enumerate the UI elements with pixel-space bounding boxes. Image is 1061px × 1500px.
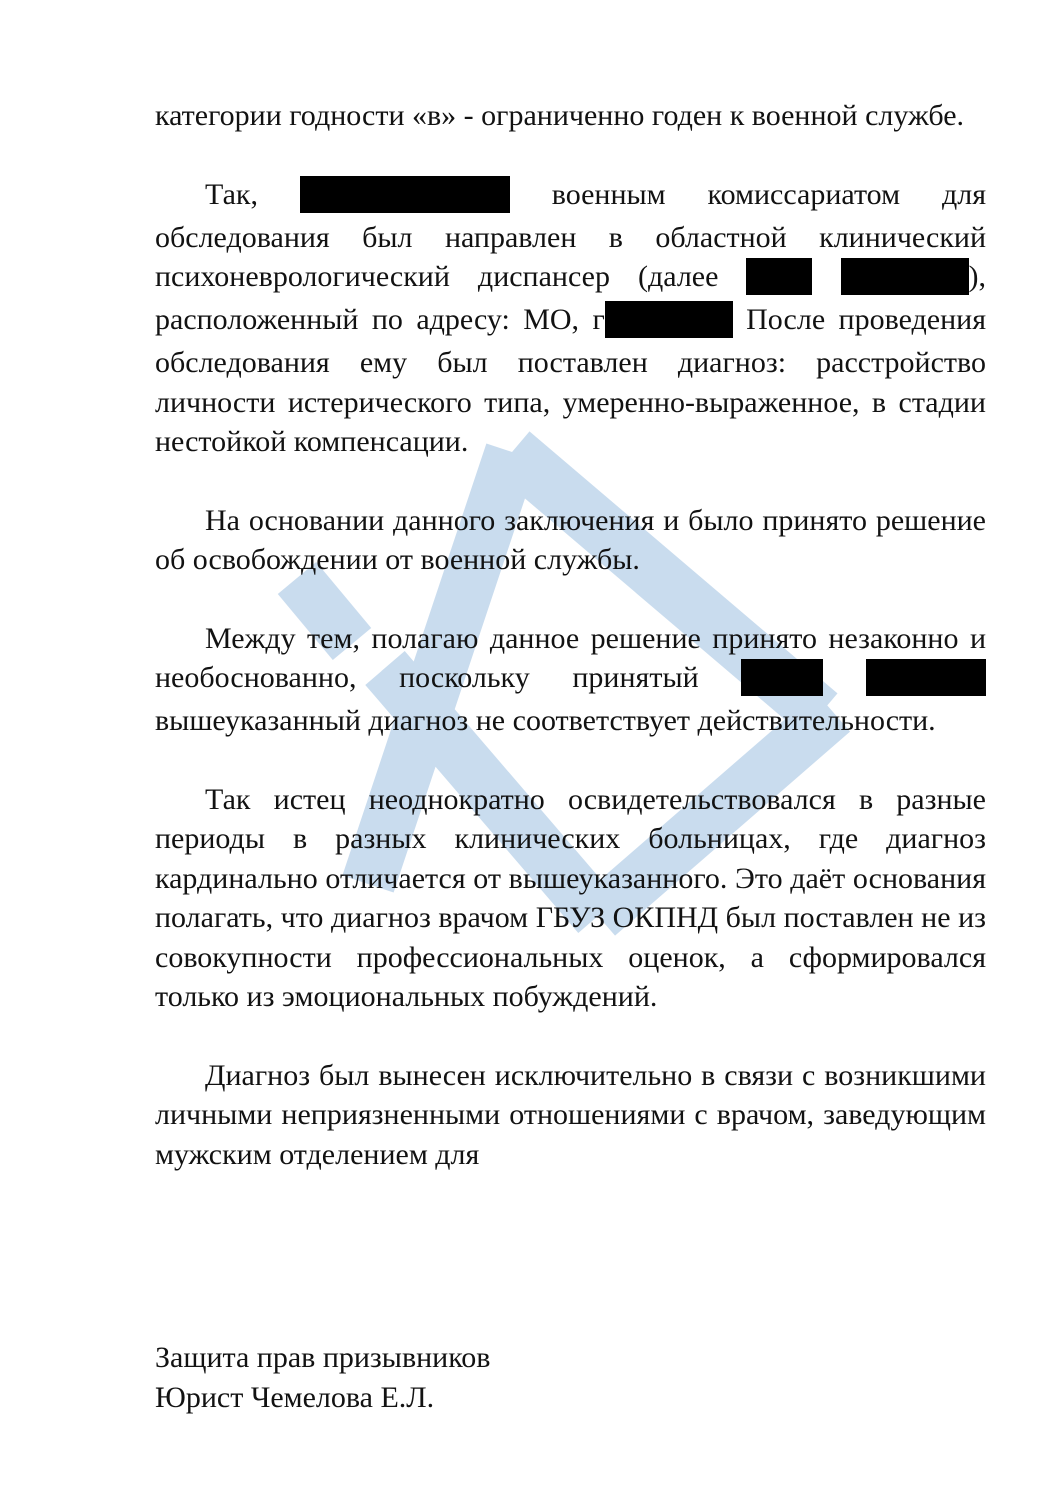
- paragraph: [155, 175, 986, 462]
- paragraph: [155, 501, 986, 580]
- paragraph-text: Между тем, полагаю данное решение принято незаконно и необоснованно, поскольку принятый: [155, 621, 986, 695]
- redaction-box: [866, 659, 986, 696]
- paragraph-text: военным комиссариатом для обследования был направлен в областной клинический психоневрологический диспансер (далее: [155, 177, 986, 294]
- redaction-box: [746, 258, 812, 295]
- paragraph-text: Диагноз был вынесен исключительно в связи с возникшими личными неприязненными отношениями с врачом, заведующим мужским отделением для: [155, 1058, 986, 1171]
- paragraph: [155, 1056, 986, 1175]
- paragraph-text: [823, 661, 866, 694]
- document-body: [155, 96, 986, 1174]
- paragraph-text: вышеуказанный диагноз не соответствует действительности.: [155, 704, 936, 738]
- paragraph-text: [812, 260, 840, 293]
- paragraph-text: Так истец неоднократно освидетельствовался в разные периоды в разных клинических больницах, где диагноз кардинально отличается от вышеуказанного. Это даёт основания полагать, что диагноз врачом ГБУЗ ОКПНД был поставлен не из совокупности профессиональных оценок, а сформировался только из эмоциональных побуждений.: [155, 782, 986, 1014]
- paragraph-text: категории годности «в» - ограниченно годен к военной службе.: [155, 99, 965, 132]
- signature-line-organization: Защита прав призывников: [155, 1341, 491, 1374]
- paragraph-text: Так,: [205, 177, 300, 211]
- redaction-box: [741, 659, 823, 696]
- signature-block: [155, 1338, 490, 1418]
- paragraph-text: После проведения обследования ему был поставлен диагноз: расстройство личности истерического типа, умеренно-выраженное, в стадии нестойкой компенсации.: [155, 303, 986, 459]
- paragraph-text: ), расположенный по адресу: МО, г: [155, 260, 986, 337]
- paragraph: [155, 780, 986, 1017]
- paragraph-text: На основании данного заключения и было принято решение об освобождении от военной службы.: [155, 503, 986, 577]
- redaction-box: [605, 301, 733, 338]
- paragraph: [155, 96, 986, 136]
- redaction-box: [300, 176, 510, 213]
- redaction-box: [841, 258, 969, 295]
- signature-line-lawyer: Юрист Чемелова Е.Л.: [155, 1381, 435, 1414]
- paragraph: [155, 619, 986, 741]
